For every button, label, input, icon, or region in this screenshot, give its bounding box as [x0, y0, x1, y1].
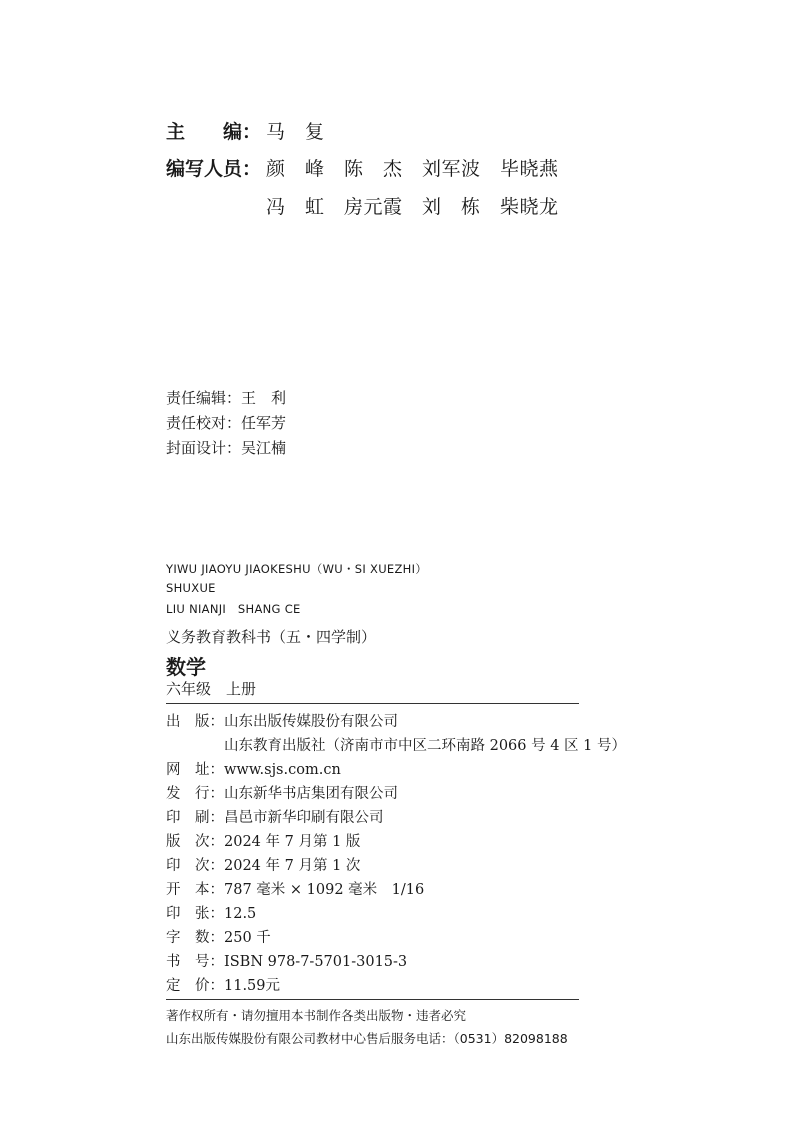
- chief-editor-name: 马 复: [266, 121, 325, 143]
- subject-title: 数学: [166, 655, 206, 679]
- info-label: 定 价：: [166, 978, 224, 994]
- info-row: [166, 950, 407, 971]
- pinyin-grade: LIU NIANJI SHANG CE: [166, 602, 301, 616]
- info-value: 250 千: [224, 930, 271, 946]
- info-label: 网 址：: [166, 762, 224, 778]
- info-label: 印 张：: [166, 906, 224, 922]
- info-value: 昌邑市新华印刷有限公司: [224, 810, 384, 826]
- info-label: 发 行：: [166, 786, 224, 802]
- top-divider: [166, 703, 579, 704]
- series-title: 义务教育教科书（五・四学制）: [166, 628, 377, 646]
- info-row: [166, 926, 271, 947]
- info-label: 书 号：: [166, 954, 224, 970]
- info-row: [166, 782, 398, 803]
- info-label: 出 版：: [166, 714, 224, 730]
- info-value: ISBN 978-7-5701-3015-3: [224, 954, 408, 970]
- writers-label: 编写人员：: [166, 158, 262, 180]
- info-value: 12.5: [224, 906, 257, 922]
- info-row: [166, 710, 398, 731]
- pinyin-series: YIWU JIAOYU JIAOKESHU（WU・SI XUEZHI）: [166, 562, 428, 576]
- proofreader: 责任校对：任军芳: [166, 414, 287, 432]
- grade-title: 六年级 上册: [166, 680, 257, 698]
- info-row: [166, 830, 360, 851]
- info-label: 版 次：: [166, 834, 224, 850]
- chief-editor-label: 主 编：: [166, 121, 262, 143]
- info-row: [166, 878, 424, 899]
- writers-line-1: 颜 峰 陈 杰 刘军波 毕晓燕: [266, 158, 559, 180]
- website-link[interactable]: www.sjs.com.cn: [224, 762, 341, 778]
- info-label: 印 次：: [166, 858, 224, 874]
- service-phone: 山东出版传媒股份有限公司教材中心售后服务电话：（0531）82098188: [166, 1031, 568, 1046]
- info-value: 2024 年 7 月第 1 版: [224, 834, 361, 850]
- info-row: [166, 854, 360, 875]
- info-label: 开 本：: [166, 882, 224, 898]
- bottom-divider: [166, 999, 579, 1000]
- copyright-notice: 著作权所有・请勿擅用本书制作各类出版物・违者必究: [166, 1008, 467, 1023]
- info-row: [166, 758, 341, 779]
- info-label: 印 刷：: [166, 810, 224, 826]
- info-row: [166, 974, 280, 995]
- cover-designer: 封面设计：吴江楠: [166, 439, 287, 457]
- responsible-editor: 责任编辑：王 利: [166, 389, 287, 407]
- info-value: 山东出版传媒股份有限公司: [224, 714, 398, 730]
- info-value: 11.59元: [224, 978, 281, 994]
- info-row: [166, 902, 256, 923]
- info-value: 山东教育出版社（济南市市中区二环南路 2066 号 4 区 1 号）: [224, 738, 627, 754]
- info-row: [166, 806, 384, 827]
- info-label: 字 数：: [166, 930, 224, 946]
- info-value: 2024 年 7 月第 1 次: [224, 858, 361, 874]
- writers-line-2: 冯 虹 房元霞 刘 栋 柴晓龙: [266, 196, 559, 218]
- pinyin-subject: SHUXUE: [166, 581, 216, 595]
- info-row: [166, 734, 626, 755]
- info-value: 山东新华书店集团有限公司: [224, 786, 398, 802]
- info-value: 787 毫米 × 1092 毫米 1/16: [224, 882, 425, 898]
